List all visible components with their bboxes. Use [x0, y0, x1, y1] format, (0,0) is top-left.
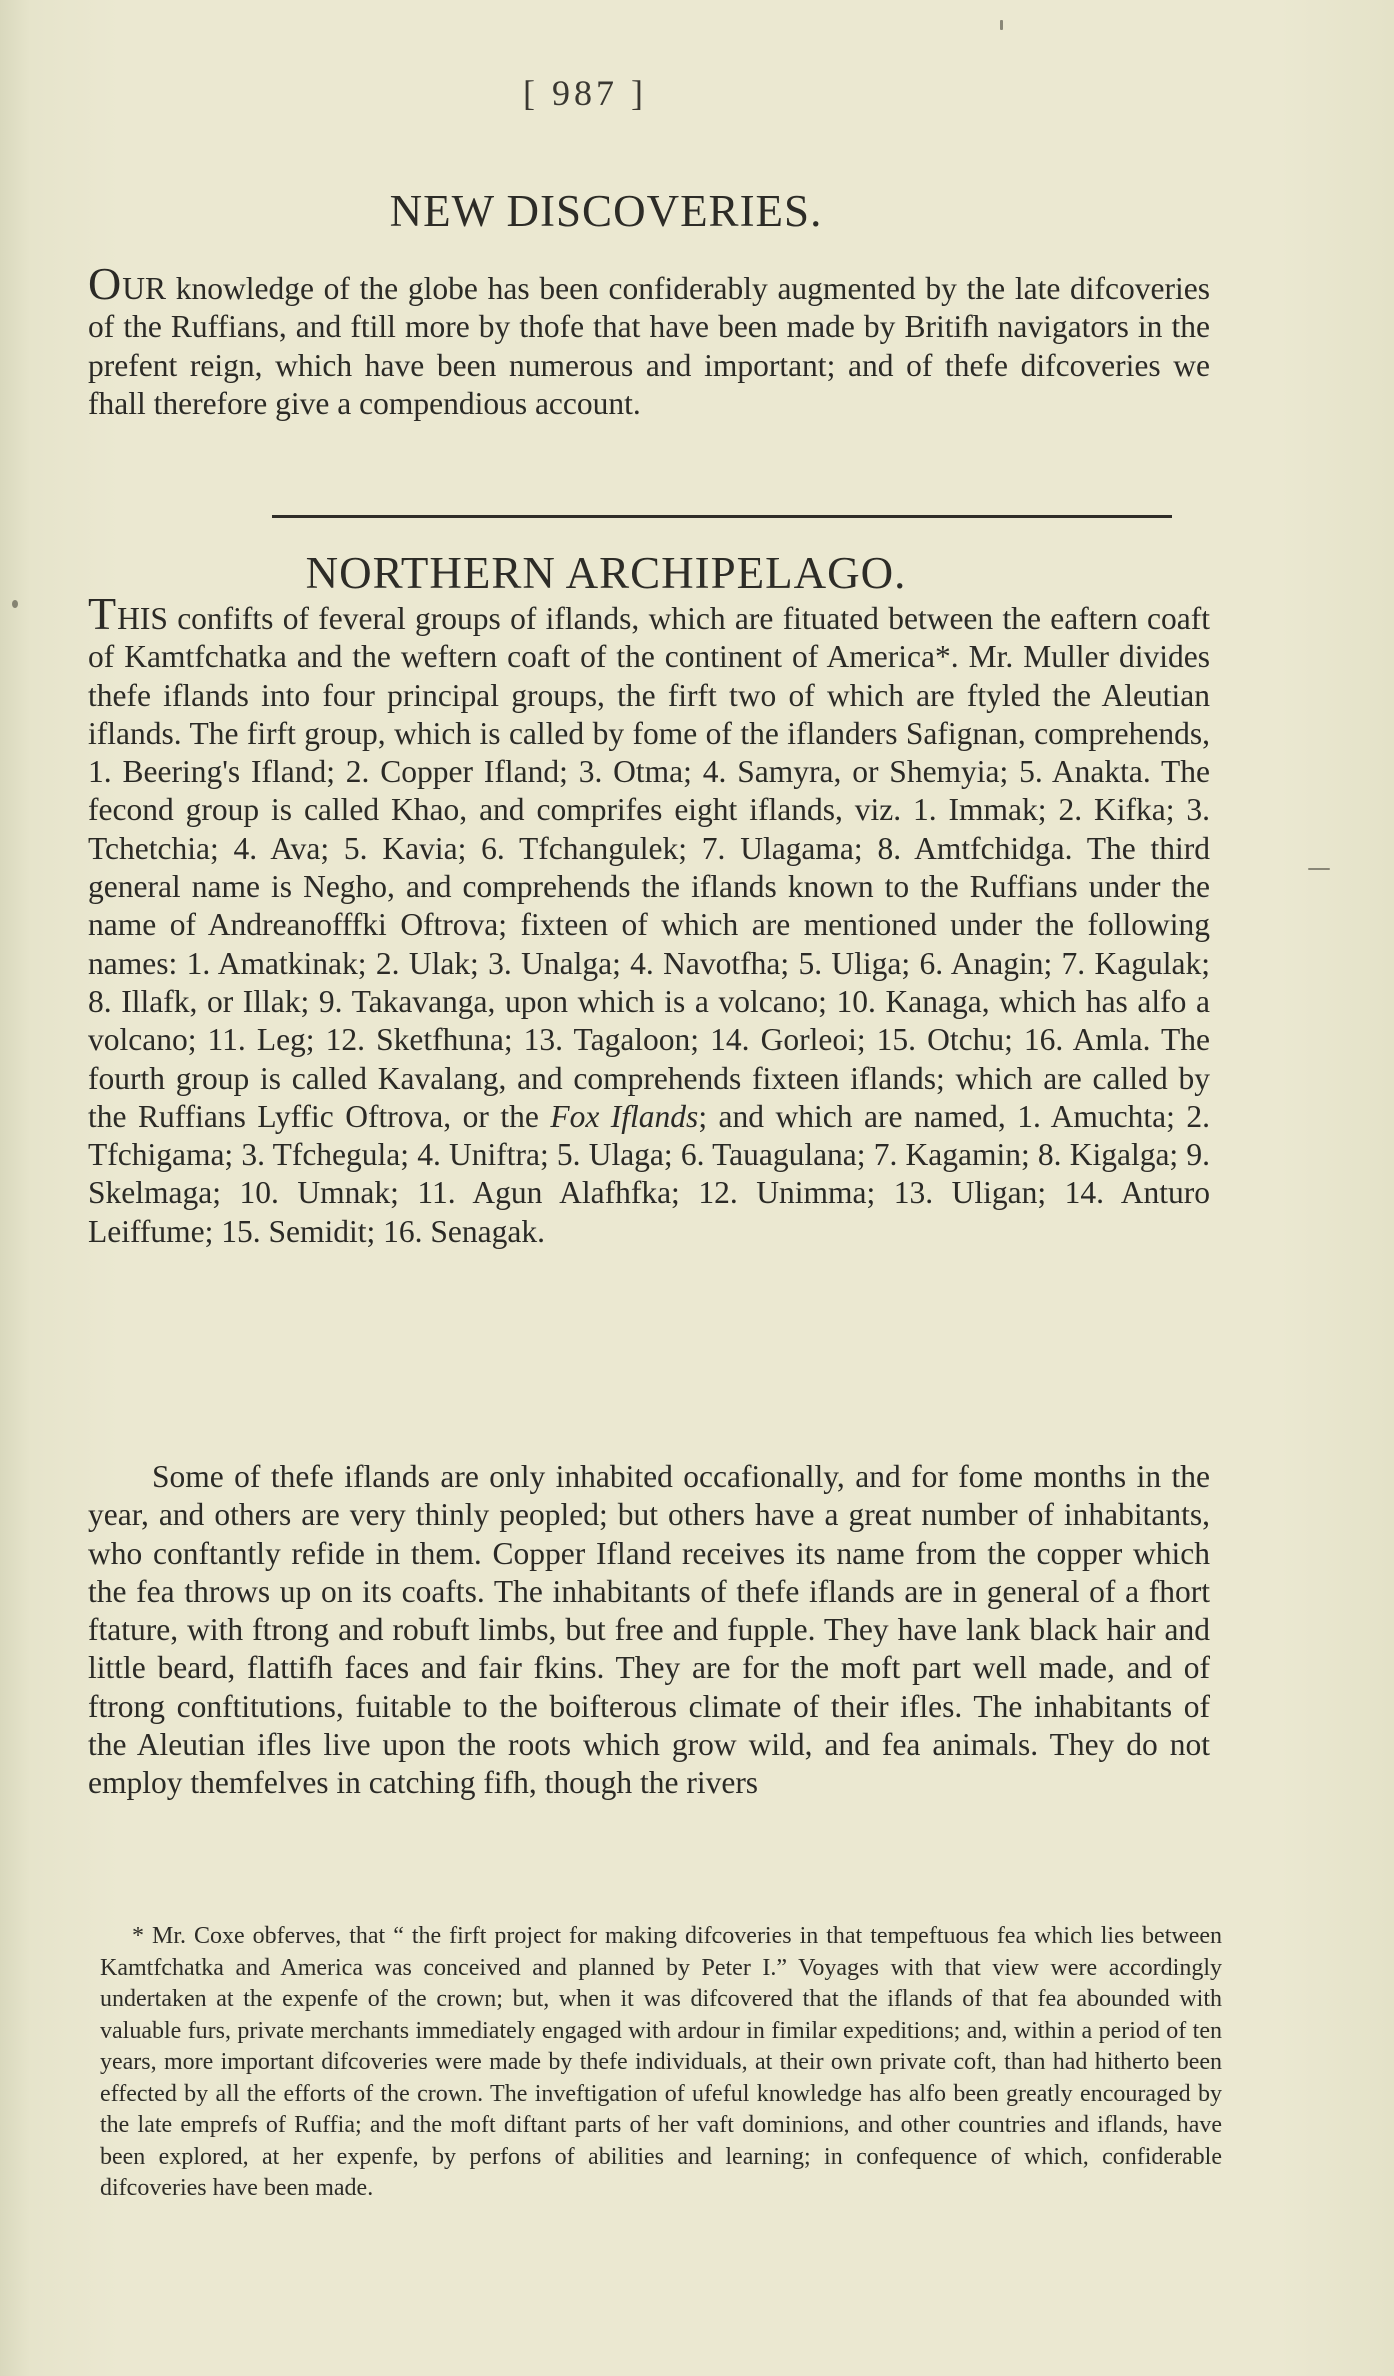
body-paragraph-2: Some of thefe iflands are only inhabited occafionally, and for fome months in the year, and others are very thinly peopled; but others have a great number of inhabitants, who conftantly refide in them. Copper Ifland receives its name from the copper which the fea throws up on its coafts. The inhabitants of thefe iflands are in general of a fhort ftature, with ftrong and robuft limbs, but free and fupple. They have lank black hair and little beard, flattifh faces and fair fkins. They are for the moft part well made, and of ftrong conftitutions, fuitable to the boifterous climate of their ifles. The inhabitants of the Aleutian ifles live upon the roots which grow wild, and fea animals. They do not employ themfelves in catching fifh, though the rivers [88, 1459, 1210, 1801]
section-title: NEW DISCOVERIES. [389, 186, 823, 236]
body-paragraph-1 [88, 588, 1211, 1251]
intro-dropcap: O [88, 258, 123, 309]
body-dropcap: T [88, 588, 118, 639]
ink-speck [12, 600, 18, 608]
page-number: [ 987 ] [523, 73, 647, 113]
intro-paragraph [88, 258, 1210, 423]
body-paragraph-1-end: ; and which are named, 1. Amuchta; 2. Tfchigama; 3. Tfchegula; 4. Uniftra; 5. Ulaga; 6. Tauagulana; 7. Kagamin; 8. Kigalga; 9. Skelmaga; 10. Umnak; 11. Agun Alafhfka; 12. Unimma; 13. Uligan; 14. Anturo Leiffume; 15. Semidit; 16. Senagak. [88, 1098, 1211, 1249]
subsection-title: NORTHERN ARCHIPELAGO. [305, 548, 907, 598]
ink-speck [1000, 20, 1003, 30]
fox-islands-italic: Fox Iflands [550, 1098, 699, 1134]
section-divider [272, 515, 1172, 518]
margin-mark [1308, 868, 1330, 870]
body-paragraph-1-text: HIS confifts of feveral groups of iflands, which are fituated between the eaftern coaft of Kamtfchatka and the weftern coaft of the continent of America*. Mr. Muller divides thefe iflands into four principal groups, the firft two of which are ftyled the Aleutian iflands. The firft group, which is called by fome of the iflanders Safignan, comprehends, 1. Beering's Ifland; 2. Copper Ifland; 3. Otma; 4. Samyra, or Shemyia; 5. Anakta. The fecond group is called Khao, and comprifes eight iflands, viz. 1. Immak; 2. Kifka; 3. Tchetchia; 4. Ava; 5. Kavia; 6. Tfchangulek; 7. Ulagama; 8. Amtfchidga. The third general name is Negho, and comprehends the iflands known to the Ruffians under the name of Andreanofffki Oftrova; fixteen of which are mentioned under the following names: 1. Amatkinak; 2. Ulak; 3. Unalga; 4. Navotfha; 5. Uliga; 6. Anagin; 7. Kagulak; 8. Illafk, or Illak; 9. Takavanga, upon which is a volcano; 10. Kanaga, which has alfo a volcano; 11. Leg; 12. Sketfhuna; 13. Tagaloon; 14. Gorleoi; 15. Otchu; 16. Amla. The fourth group is called Kavalang, and comprehends fixteen iflands; which are called by the Ruffians Lyffic Oftrova, or the [88, 601, 1210, 1134]
footnote: * Mr. Coxe obferves, that “ the firft project for making difcoveries in that tempeftuous fea which lies between Kamtfchatka and America was conceived and planned by Peter I.” Voyages with that view were accordingly undertaken at the expenfe of the crown; but, when it was difcovered that the iflands of that fea abounded with valuable furs, private merchants immediately engaged with ardour in fimilar expeditions; and, within a period of ten years, more important difcoveries were made by thefe individuals, at their own private coft, than had hitherto been effected by all the efforts of the crown. The inveftigation of ufeful knowledge has alfo been greatly encouraged by the late emprefs of Ruffia; and the moft diftant parts of her vaft dominions, and other countries and iflands, have been explored, at her expenfe, by perfons of abilities and learning; in confequence of which, confiderable difcoveries have been made. [100, 1923, 1222, 2201]
intro-text: UR knowledge of the globe has been confiderably augmented by the late difcoveries of the Ruffians, and ftill more by thofe that have been made by Britifh navigators in the prefent reign, which have been numerous and important; and of thefe difcoveries we fhall therefore give a compendious account. [88, 271, 1210, 421]
